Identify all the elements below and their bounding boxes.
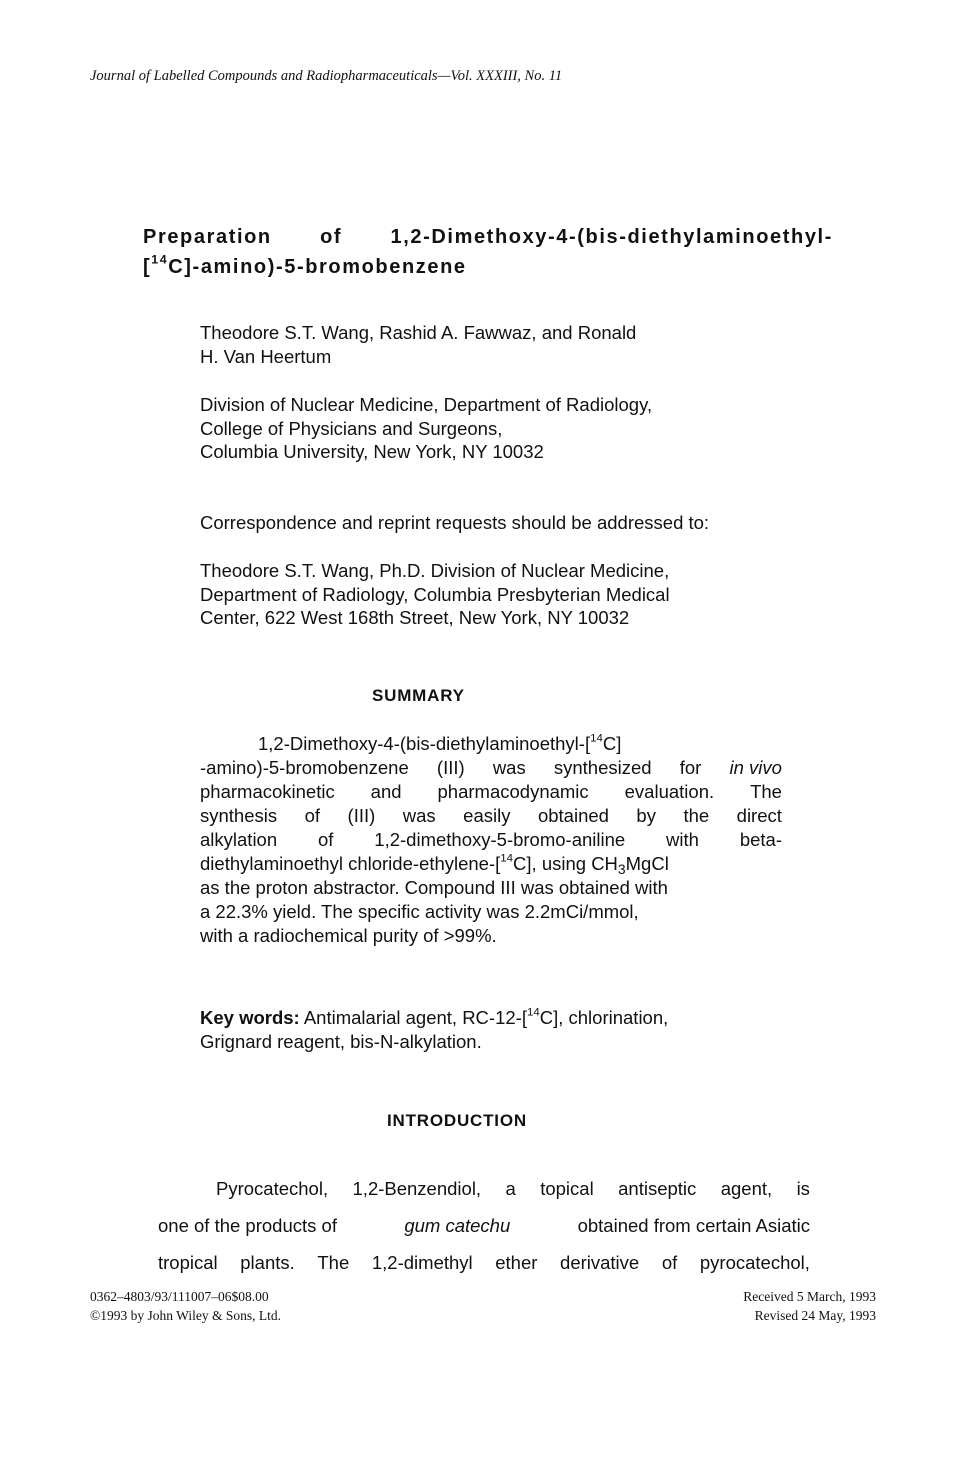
footer-line: ©1993 by John Wiley & Sons, Ltd.	[90, 1308, 281, 1323]
footer-line: 0362–4803/93/111007–06$08.00	[90, 1289, 269, 1304]
footer-line: Received 5 March, 1993	[743, 1289, 876, 1304]
address-line: Center, 622 West 168th Street, New York, NY 10032	[200, 607, 630, 628]
affiliation-line: Columbia University, New York, NY 10032	[200, 441, 544, 462]
keywords-label: Key words:	[200, 1007, 300, 1028]
introduction-heading: INTRODUCTION	[387, 1111, 527, 1130]
summary-line: synthesis of (III) was easily obtained by the direct	[200, 805, 782, 826]
correspondence-intro: Correspondence and reprint requests should be addressed to:	[200, 512, 710, 533]
summary-line: alkylation of 1,2-dimethoxy-5-bromo-aniline with beta-	[200, 829, 782, 850]
italic-term: gum catechu	[404, 1215, 511, 1236]
summary-heading: SUMMARY	[372, 686, 465, 705]
summary-line: pharmacokinetic and pharmacodynamic evaluation. The	[200, 781, 782, 802]
summary-line: with a radiochemical purity of >99%.	[200, 925, 497, 946]
introduction-body	[158, 1170, 810, 1281]
title-word: 1,2-Dimethoxy-4-(bis-diethylaminoethyl-	[390, 226, 833, 248]
intro-line: Pyrocatechol, 1,2-Benzendiol, a topical antiseptic agent, is	[216, 1178, 810, 1199]
title-word: Preparation	[143, 226, 272, 248]
address-line: Theodore S.T. Wang, Ph.D. Division of Nuclear Medicine,	[200, 560, 670, 581]
intro-line: tropical plants. The 1,2-dimethyl ether derivative of pyrocatechol,	[158, 1252, 810, 1273]
summary-body	[200, 732, 782, 948]
address-line: Department of Radiology, Columbia Presbyterian Medical	[200, 583, 670, 605]
article-title	[143, 222, 833, 282]
footer-dates	[743, 1287, 876, 1325]
affiliation-line: College of Physicians and Surgeons,	[200, 417, 503, 439]
footer-copyright	[90, 1287, 281, 1325]
intro-line: one of the products of gum catechu obtained from certain Asiatic	[158, 1207, 810, 1244]
author-line: H. Van Heertum	[200, 345, 332, 367]
journal-header: Journal of Labelled Compounds and Radiopharmaceuticals—Vol. XXXIII, No. 11	[90, 68, 563, 84]
keywords	[200, 1006, 668, 1054]
author-line: Theodore S.T. Wang, Rashid A. Fawwaz, and Ronald	[200, 322, 637, 343]
keywords-line: Key words: Antimalarial agent, RC-12-[$^{14}$C], chlorination,	[200, 1006, 669, 1028]
affiliation-line: Division of Nuclear Medicine, Department of Radiology,	[200, 394, 653, 415]
title-line-2: [$^{14}$C]-amino)-5-bromobenzene	[143, 252, 467, 278]
summary-line: -amino)-5-bromobenzene (III) was synthesized for in vivo	[200, 757, 782, 778]
footer-line: Revised 24 May, 1993	[754, 1308, 876, 1323]
title-line-1	[143, 222, 833, 252]
correspondence-address	[200, 559, 670, 630]
italic-term: in vivo	[729, 757, 782, 778]
summary-line: diethylaminoethyl chloride-ethylene-[$^{14}$C], using $CH_3MgCl$	[200, 852, 669, 878]
title-word: of	[320, 226, 343, 248]
summary-line: as the proton abstractor. Compound III was obtained with	[200, 877, 668, 898]
summary-line: a 22.3% yield. The specific activity was 2.2mCi/mmol,	[200, 901, 639, 922]
affiliation	[200, 393, 652, 464]
author-list	[200, 321, 636, 368]
summary-line: 1,2-Dimethoxy-4-(bis-diethylaminoethyl-[$^{14}$C]	[258, 732, 622, 754]
keywords-line: Grignard reagent, bis-N-alkylation.	[200, 1031, 482, 1052]
